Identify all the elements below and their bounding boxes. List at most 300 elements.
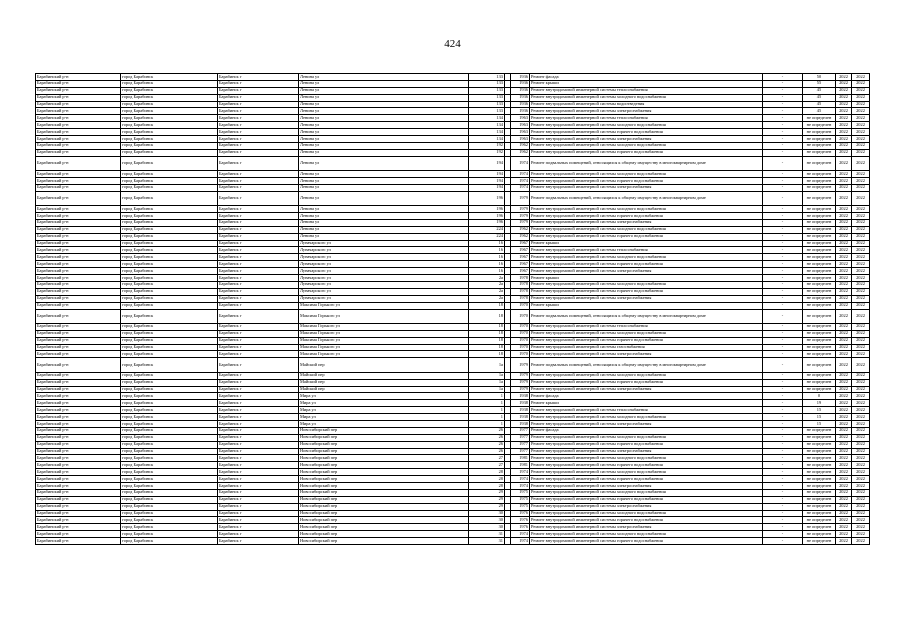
cell-cost: не определен: [803, 142, 836, 149]
cell-district: Барабинский р-н: [36, 344, 121, 351]
cell-plan-start: 2022: [836, 129, 852, 136]
cell-method: -: [763, 142, 803, 149]
cell-municipality: город Барабинск: [121, 482, 218, 489]
cell-locality: Барабинск г: [218, 275, 299, 282]
cell-locality: Барабинск г: [218, 538, 299, 545]
cell-locality: Барабинск г: [218, 233, 299, 240]
cell-plan-start: 2022: [836, 393, 852, 400]
cell-year: 1977: [511, 441, 530, 448]
table-row: [36, 510, 870, 517]
cell-cost: 45: [803, 87, 836, 94]
cell-municipality: город Барабинск: [121, 129, 218, 136]
cell-plan-end: 2022: [852, 524, 870, 531]
cell-municipality: город Барабинск: [121, 496, 218, 503]
cell-district: Барабинский р-н: [36, 219, 121, 226]
table-row: [36, 275, 870, 282]
cell-street: Майский пер: [299, 358, 469, 372]
cell-plan-end: 2022: [852, 351, 870, 358]
cell-municipality: город Барабинск: [121, 295, 218, 302]
cell-work-type: Ремонт внутридомовой инженерной системы горячего водоснабжения: [530, 538, 763, 545]
cell-cost: не определен: [803, 517, 836, 524]
cell-locality: Барабинск г: [218, 254, 299, 261]
cell-work-type: Ремонт внутридомовой инженерной системы холодного водоснабжения: [530, 489, 763, 496]
cell-street: Ленина ул: [299, 80, 469, 87]
cell-house: 18: [469, 351, 505, 358]
cell-municipality: город Барабинск: [121, 94, 218, 101]
cell-house: 1: [469, 393, 505, 400]
cell-locality: Барабинск г: [218, 379, 299, 386]
cell-work-type: Ремонт внутридомовой инженерной системы холодного водоснабжения: [530, 281, 763, 288]
cell-municipality: город Барабинск: [121, 489, 218, 496]
cell-street: Максима Горького ул: [299, 309, 469, 323]
cell-street: Майский пер: [299, 386, 469, 393]
cell-work-type: Ремонт внутридомовой инженерной системы теплоснабжения: [530, 323, 763, 330]
cell-municipality: город Барабинск: [121, 247, 218, 254]
cell-street: Луначарского ул: [299, 247, 469, 254]
cell-house: 18: [469, 323, 505, 330]
cell-district: Барабинский р-н: [36, 261, 121, 268]
cell-plan-start: 2022: [836, 171, 852, 178]
cell-plan-start: 2022: [836, 330, 852, 337]
cell-street: Новосибирский пер: [299, 489, 469, 496]
cell-work-type: Ремонт внутридомовой инженерной системы горячего водоснабжения: [530, 261, 763, 268]
cell-house: 16: [469, 261, 505, 268]
cell-cost: не определен: [803, 351, 836, 358]
cell-cost: не определен: [803, 275, 836, 282]
cell-plan-end: 2022: [852, 122, 870, 129]
cell-plan-start: 2022: [836, 254, 852, 261]
cell-street: Новосибирский пер: [299, 496, 469, 503]
cell-locality: Барабинск г: [218, 462, 299, 469]
table-row: [36, 455, 870, 462]
table-row: [36, 115, 870, 122]
cell-district: Барабинский р-н: [36, 393, 121, 400]
cell-street: Мира ул: [299, 414, 469, 421]
cell-district: Барабинский р-н: [36, 400, 121, 407]
cell-house: 16: [469, 240, 505, 247]
table-row: [36, 386, 870, 393]
cell-locality: Барабинск г: [218, 129, 299, 136]
cell-method: -: [763, 489, 803, 496]
cell-district: Барабинский р-н: [36, 455, 121, 462]
cell-street: Ленина ул: [299, 87, 469, 94]
cell-plan-end: 2022: [852, 226, 870, 233]
cell-method: -: [763, 441, 803, 448]
cell-district: Барабинский р-н: [36, 441, 121, 448]
cell-cost: не определен: [803, 281, 836, 288]
cell-plan-end: 2022: [852, 275, 870, 282]
cell-cost: не определен: [803, 469, 836, 476]
cell-work-type: Ремонт внутридомовой инженерной системы электроснабжения: [530, 503, 763, 510]
cell-street: Мира ул: [299, 407, 469, 414]
cell-method: -: [763, 240, 803, 247]
cell-work-type: Ремонт фасада: [530, 393, 763, 400]
cell-plan-start: 2022: [836, 323, 852, 330]
cell-year: 1977: [511, 448, 530, 455]
cell-street: Максима Горького ул: [299, 337, 469, 344]
cell-plan-start: 2022: [836, 448, 852, 455]
cell-plan-start: 2022: [836, 379, 852, 386]
cell-street: Ленина ул: [299, 226, 469, 233]
cell-work-type: Ремонт внутридомовой инженерной системы теплоснабжения: [530, 115, 763, 122]
cell-year: 1938: [511, 393, 530, 400]
cell-district: Барабинский р-н: [36, 295, 121, 302]
cell-street: Луначарского ул: [299, 268, 469, 275]
cell-house: 27: [469, 462, 505, 469]
cell-locality: Барабинск г: [218, 469, 299, 476]
cell-year: 1978: [511, 275, 530, 282]
cell-municipality: город Барабинск: [121, 108, 218, 115]
cell-plan-start: 2022: [836, 156, 852, 170]
cell-house: 16: [469, 254, 505, 261]
cell-method: -: [763, 213, 803, 220]
cell-plan-start: 2022: [836, 268, 852, 275]
cell-plan-end: 2022: [852, 184, 870, 191]
cell-street: Новосибирский пер: [299, 462, 469, 469]
cell-plan-start: 2022: [836, 115, 852, 122]
cell-work-type: Ремонт внутридомовой инженерной системы горячего водоснабжения: [530, 233, 763, 240]
cell-year: 1936: [511, 101, 530, 108]
table-row: [36, 462, 870, 469]
cell-locality: Барабинск г: [218, 344, 299, 351]
cell-plan-end: 2022: [852, 469, 870, 476]
cell-work-type: Ремонт внутридомовой инженерной системы электроснабжения: [530, 108, 763, 115]
cell-method: -: [763, 233, 803, 240]
cell-plan-start: 2022: [836, 469, 852, 476]
cell-cost: не определен: [803, 323, 836, 330]
cell-work-type: Ремонт внутридомовой инженерной системы водоотведения: [530, 101, 763, 108]
cell-plan-start: 2022: [836, 136, 852, 143]
cell-house: 196: [469, 206, 505, 213]
cell-cost: не определен: [803, 226, 836, 233]
cell-district: Барабинский р-н: [36, 108, 121, 115]
cell-plan-end: 2022: [852, 379, 870, 386]
cell-method: -: [763, 510, 803, 517]
cell-plan-end: 2022: [852, 240, 870, 247]
cell-municipality: город Барабинск: [121, 358, 218, 372]
cell-house: 1: [469, 420, 505, 427]
cell-district: Барабинский р-н: [36, 247, 121, 254]
cell-locality: Барабинск г: [218, 74, 299, 81]
cell-method: -: [763, 80, 803, 87]
cell-house: 18: [469, 344, 505, 351]
cell-work-type: Ремонт внутридомовой инженерной системы газоснабжения: [530, 344, 763, 351]
cell-house: 133: [469, 87, 505, 94]
cell-house: 28: [469, 469, 505, 476]
cell-method: -: [763, 247, 803, 254]
cell-plan-start: 2022: [836, 247, 852, 254]
cell-year: 1974: [511, 482, 530, 489]
cell-cost: не определен: [803, 434, 836, 441]
cell-method: -: [763, 171, 803, 178]
cell-work-type: Ремонт внутридомовой инженерной системы горячего водоснабжения: [530, 288, 763, 295]
cell-house: 18: [469, 309, 505, 323]
cell-municipality: город Барабинск: [121, 400, 218, 407]
cell-municipality: город Барабинск: [121, 441, 218, 448]
cell-municipality: город Барабинск: [121, 337, 218, 344]
cell-plan-end: 2022: [852, 503, 870, 510]
cell-district: Барабинский р-н: [36, 226, 121, 233]
cell-method: -: [763, 219, 803, 226]
cell-plan-start: 2022: [836, 524, 852, 531]
cell-street: Ленина ул: [299, 136, 469, 143]
cell-method: -: [763, 531, 803, 538]
cell-plan-end: 2022: [852, 482, 870, 489]
cell-plan-end: 2022: [852, 129, 870, 136]
cell-street: Ленина ул: [299, 171, 469, 178]
cell-street: Новосибирский пер: [299, 469, 469, 476]
cell-year: 1962: [511, 149, 530, 156]
cell-locality: Барабинск г: [218, 531, 299, 538]
cell-cost: не определен: [803, 288, 836, 295]
cell-cost: не определен: [803, 247, 836, 254]
cell-house: 1: [469, 407, 505, 414]
cell-work-type: Ремонт внутридомовой инженерной системы холодного водоснабжения: [530, 226, 763, 233]
cell-district: Барабинский р-н: [36, 517, 121, 524]
cell-municipality: город Барабинск: [121, 288, 218, 295]
cell-year: 1963: [511, 122, 530, 129]
cell-municipality: город Барабинск: [121, 503, 218, 510]
cell-locality: Барабинск г: [218, 184, 299, 191]
table-row: [36, 302, 870, 309]
cell-street: Ленина ул: [299, 94, 469, 101]
cell-work-type: Ремонт внутридомовой инженерной системы теплоснабжения: [530, 87, 763, 94]
table-row: [36, 281, 870, 288]
cell-plan-end: 2022: [852, 233, 870, 240]
cell-method: -: [763, 344, 803, 351]
cell-street: Луначарского ул: [299, 254, 469, 261]
cell-plan-start: 2022: [836, 344, 852, 351]
cell-district: Барабинский р-н: [36, 337, 121, 344]
cell-municipality: город Барабинск: [121, 177, 218, 184]
cell-district: Барабинский р-н: [36, 358, 121, 372]
cell-cost: не определен: [803, 503, 836, 510]
cell-municipality: город Барабинск: [121, 149, 218, 156]
cell-district: Барабинский р-н: [36, 129, 121, 136]
cell-house: 18: [469, 302, 505, 309]
cell-cost: не определен: [803, 489, 836, 496]
cell-work-type: Ремонт внутридомовой инженерной системы холодного водоснабжения: [530, 414, 763, 421]
cell-street: Луначарского ул: [299, 288, 469, 295]
cell-work-type: Ремонт внутридомовой инженерной системы электроснабжения: [530, 351, 763, 358]
cell-locality: Барабинск г: [218, 302, 299, 309]
cell-district: Барабинский р-н: [36, 476, 121, 483]
cell-work-type: Ремонт внутридомовой инженерной системы горячего водоснабжения: [530, 177, 763, 184]
cell-street: Новосибирский пер: [299, 482, 469, 489]
cell-work-type: Ремонт внутридомовой инженерной системы холодного водоснабжения: [530, 330, 763, 337]
cell-method: -: [763, 129, 803, 136]
cell-work-type: Ремонт внутридомовой инженерной системы холодного водоснабжения: [530, 94, 763, 101]
cell-plan-start: 2022: [836, 372, 852, 379]
cell-street: Новосибирский пер: [299, 531, 469, 538]
cell-municipality: город Барабинск: [121, 524, 218, 531]
cell-house: 196: [469, 191, 505, 205]
table-row: [36, 427, 870, 434]
cell-house: 29: [469, 496, 505, 503]
cell-plan-end: 2022: [852, 268, 870, 275]
cell-street: Мира ул: [299, 420, 469, 427]
cell-plan-end: 2022: [852, 358, 870, 372]
cell-work-type: Ремонт внутридомовой инженерной системы холодного водоснабжения: [530, 434, 763, 441]
cell-cost: 15: [803, 407, 836, 414]
cell-street: Мира ул: [299, 400, 469, 407]
cell-locality: Барабинск г: [218, 288, 299, 295]
cell-cost: 45: [803, 108, 836, 115]
cell-district: Барабинский р-н: [36, 156, 121, 170]
cell-plan-start: 2022: [836, 476, 852, 483]
cell-work-type: Ремонт внутридомовой инженерной системы холодного водоснабжения: [530, 122, 763, 129]
cell-method: -: [763, 358, 803, 372]
cell-year: 1936: [511, 94, 530, 101]
table-row: [36, 441, 870, 448]
table-row: [36, 309, 870, 323]
cell-plan-start: 2022: [836, 108, 852, 115]
cell-cost: 55: [803, 80, 836, 87]
cell-plan-end: 2022: [852, 142, 870, 149]
cell-work-type: Ремонт внутридомовой инженерной системы холодного водоснабжения: [530, 142, 763, 149]
cell-locality: Барабинск г: [218, 240, 299, 247]
cell-year: 1975: [511, 489, 530, 496]
cell-locality: Барабинск г: [218, 101, 299, 108]
cell-house: 134: [469, 115, 505, 122]
cell-street: Максима Горького ул: [299, 323, 469, 330]
cell-district: Барабинский р-н: [36, 87, 121, 94]
cell-plan-end: 2022: [852, 177, 870, 184]
cell-year: 1979: [511, 213, 530, 220]
cell-work-type: Ремонт внутридомовой инженерной системы электроснабжения: [530, 136, 763, 143]
cell-district: Барабинский р-н: [36, 538, 121, 545]
cell-method: -: [763, 87, 803, 94]
cell-plan-start: 2022: [836, 309, 852, 323]
cell-method: -: [763, 74, 803, 81]
cell-plan-end: 2022: [852, 247, 870, 254]
cell-street: Ленина ул: [299, 191, 469, 205]
cell-plan-end: 2022: [852, 87, 870, 94]
cell-year: 1967: [511, 268, 530, 275]
cell-cost: не определен: [803, 448, 836, 455]
cell-work-type: Ремонт внутридомовой инженерной системы электроснабжения: [530, 420, 763, 427]
cell-district: Барабинский р-н: [36, 372, 121, 379]
table-row: [36, 407, 870, 414]
cell-plan-end: 2022: [852, 330, 870, 337]
cell-street: Новосибирский пер: [299, 427, 469, 434]
cell-house: 28: [469, 482, 505, 489]
cell-house: 26: [469, 441, 505, 448]
cell-district: Барабинский р-н: [36, 434, 121, 441]
cell-cost: не определен: [803, 219, 836, 226]
cell-district: Барабинский р-н: [36, 288, 121, 295]
cell-cost: не определен: [803, 538, 836, 545]
cell-year: 1963: [511, 136, 530, 143]
cell-locality: Барабинск г: [218, 94, 299, 101]
cell-cost: 15: [803, 420, 836, 427]
table-row: [36, 372, 870, 379]
table-row: [36, 136, 870, 143]
cell-municipality: город Барабинск: [121, 302, 218, 309]
cell-cost: 45: [803, 101, 836, 108]
cell-plan-end: 2022: [852, 288, 870, 295]
cell-method: -: [763, 476, 803, 483]
cell-district: Барабинский р-н: [36, 330, 121, 337]
cell-method: -: [763, 503, 803, 510]
cell-plan-start: 2022: [836, 74, 852, 81]
cell-plan-start: 2022: [836, 510, 852, 517]
table-row: [36, 337, 870, 344]
cell-district: Барабинский р-н: [36, 142, 121, 149]
cell-house: 26: [469, 427, 505, 434]
cell-method: -: [763, 517, 803, 524]
cell-plan-end: 2022: [852, 496, 870, 503]
cell-year: 1974: [511, 156, 530, 170]
cell-cost: не определен: [803, 302, 836, 309]
cell-method: -: [763, 469, 803, 476]
cell-house: 2а: [469, 281, 505, 288]
cell-locality: Барабинск г: [218, 400, 299, 407]
cell-cost: не определен: [803, 156, 836, 170]
cell-cost: не определен: [803, 496, 836, 503]
cell-plan-start: 2022: [836, 400, 852, 407]
cell-locality: Барабинск г: [218, 489, 299, 496]
cell-work-type: Ремонт внутридомовой инженерной системы холодного водоснабжения: [530, 372, 763, 379]
cell-cost: не определен: [803, 455, 836, 462]
cell-work-type: Ремонт внутридомовой инженерной системы электроснабжения: [530, 386, 763, 393]
cell-house: 133: [469, 80, 505, 87]
cell-plan-end: 2022: [852, 309, 870, 323]
cell-locality: Барабинск г: [218, 393, 299, 400]
cell-method: -: [763, 414, 803, 421]
cell-year: 1970: [511, 337, 530, 344]
cell-house: 1а: [469, 379, 505, 386]
cell-plan-start: 2022: [836, 302, 852, 309]
cell-plan-end: 2022: [852, 115, 870, 122]
table-row: [36, 184, 870, 191]
table-row: [36, 191, 870, 205]
cell-cost: 19: [803, 400, 836, 407]
cell-street: Ленина ул: [299, 108, 469, 115]
cell-plan-start: 2022: [836, 386, 852, 393]
cell-year: 1974: [511, 538, 530, 545]
cell-plan-start: 2022: [836, 233, 852, 240]
cell-locality: Барабинск г: [218, 247, 299, 254]
cell-locality: Барабинск г: [218, 281, 299, 288]
cell-year: 1967: [511, 247, 530, 254]
cell-plan-end: 2022: [852, 261, 870, 268]
cell-plan-end: 2022: [852, 441, 870, 448]
cell-locality: Барабинск г: [218, 115, 299, 122]
cell-plan-end: 2022: [852, 476, 870, 483]
cell-municipality: город Барабинск: [121, 281, 218, 288]
cell-municipality: город Барабинск: [121, 74, 218, 81]
cell-house: 224: [469, 233, 505, 240]
cell-method: -: [763, 268, 803, 275]
cell-municipality: город Барабинск: [121, 206, 218, 213]
cell-year: 1979: [511, 219, 530, 226]
cell-plan-end: 2022: [852, 101, 870, 108]
cell-municipality: город Барабинск: [121, 115, 218, 122]
cell-street: Ленина ул: [299, 149, 469, 156]
cell-municipality: город Барабинск: [121, 427, 218, 434]
cell-street: Новосибирский пер: [299, 476, 469, 483]
cell-work-type: Ремонт внутридомовой инженерной системы холодного водоснабжения: [530, 455, 763, 462]
cell-street: Новосибирский пер: [299, 524, 469, 531]
cell-municipality: город Барабинск: [121, 323, 218, 330]
cell-cost: не определен: [803, 213, 836, 220]
cell-method: -: [763, 496, 803, 503]
cell-district: Барабинский р-н: [36, 496, 121, 503]
cell-plan-end: 2022: [852, 337, 870, 344]
cell-locality: Барабинск г: [218, 524, 299, 531]
cell-street: Ленина ул: [299, 115, 469, 122]
